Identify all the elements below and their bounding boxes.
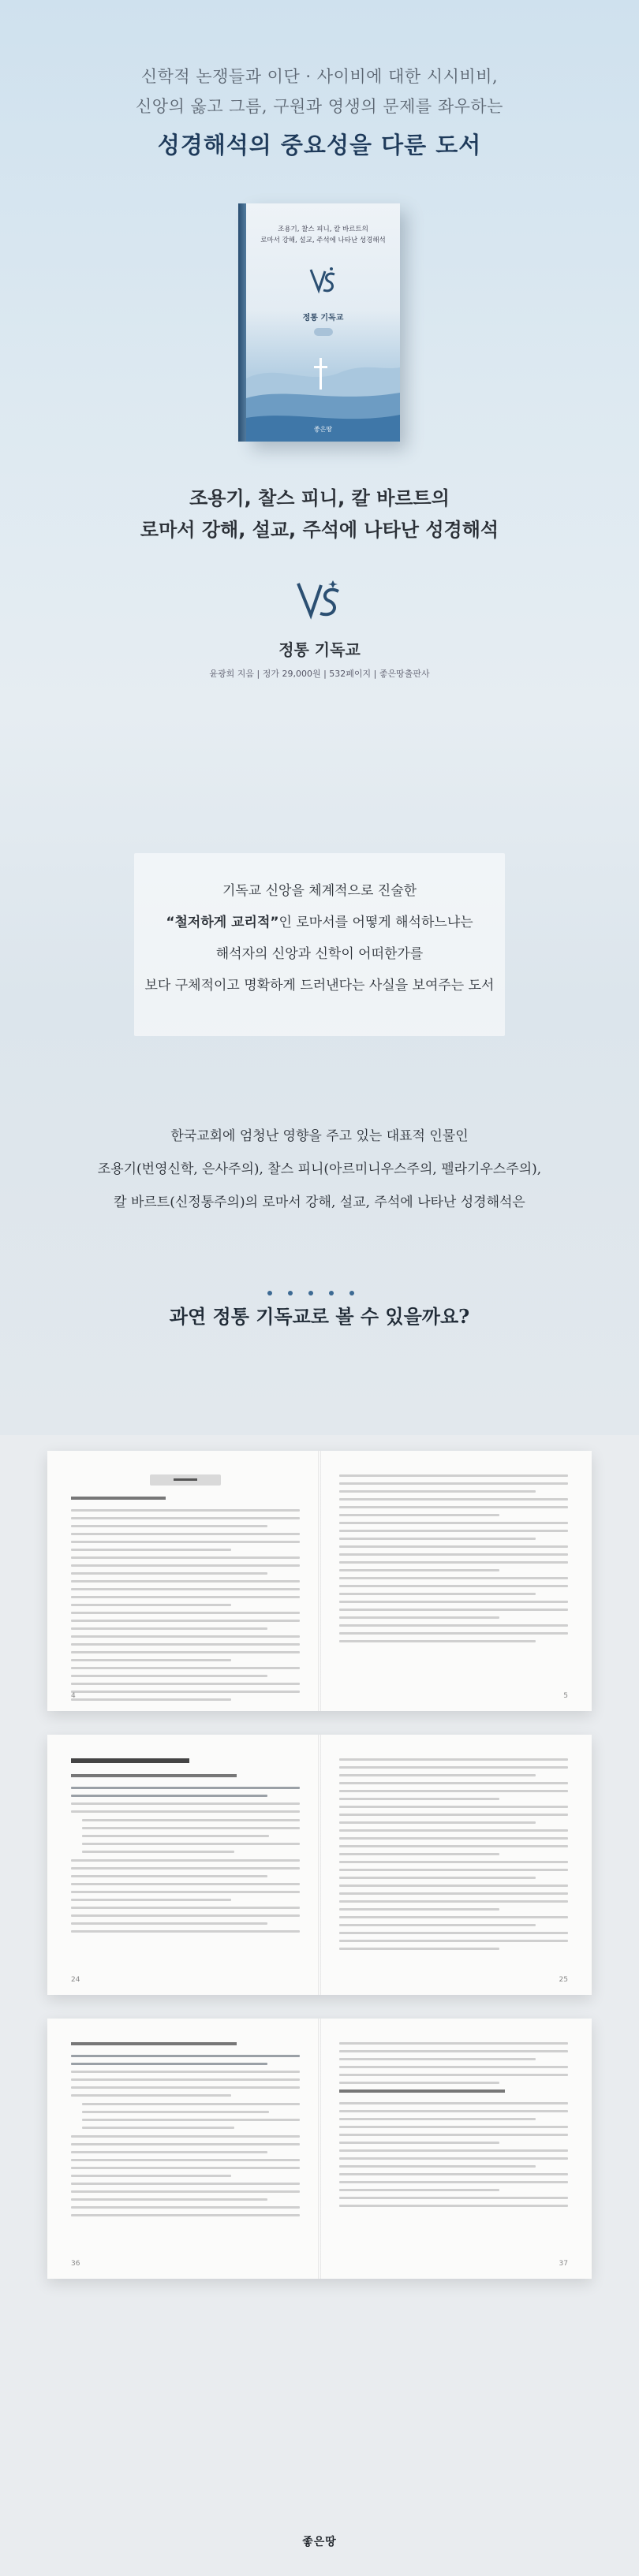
hero-section	[0, 0, 639, 710]
book-title: 정통 기독교	[278, 640, 361, 659]
hero-line-1: 신학적 논쟁들과 이단 · 사이비에 대한 시시비비,	[140, 67, 499, 86]
sub-heading	[339, 2090, 505, 2093]
page-number: 5	[563, 1692, 568, 1700]
emphasis-dot	[308, 1291, 313, 1295]
page-number: 24	[71, 1976, 80, 1984]
book-cover-image	[238, 203, 400, 442]
hero-line-2: 신앙의 옳고 그름, 구원과 영생의 문제를 좌우하는	[136, 97, 503, 116]
hero-headline	[0, 62, 639, 160]
cover-vs-logo	[246, 265, 400, 301]
emphasis-dot	[349, 1291, 354, 1295]
emphasis-dots	[0, 1291, 639, 1297]
book-subtitle	[0, 483, 639, 546]
intro-line-3: 해석자의 신앙과 신학이 어떠한가를	[215, 946, 424, 962]
spread-fold	[318, 1735, 321, 1995]
intro-question-text	[0, 1120, 639, 1219]
intro-highlight: “철저하게 교리적”	[166, 915, 279, 930]
section-heading	[71, 1758, 189, 1763]
page-spread-1	[47, 1451, 592, 1711]
intro2-line-1: 한국교회에 엄청난 영향을 주고 있는 대표적 인물인	[170, 1128, 469, 1144]
cover-subtitle-1: 조용기, 찰스 피니, 칼 바르트의	[278, 226, 368, 233]
publisher-logo: 좋은땅	[302, 2536, 337, 2548]
cover-subtitle	[246, 224, 400, 246]
cover-badge	[314, 328, 333, 336]
spread-fold	[318, 1451, 321, 1711]
spread-fold	[318, 2019, 321, 2279]
intro-line-2-rest: 인 로마서를 어떻게 해석하느냐는	[278, 915, 473, 930]
intro-text	[0, 875, 639, 1001]
intro-question: 과연 정통 기독교로 볼 수 있을까요?	[169, 1305, 470, 1328]
intro-line-2	[0, 907, 639, 938]
emphasis-dot	[288, 1291, 293, 1295]
vs-logo	[295, 577, 344, 624]
section-heading	[71, 1497, 166, 1500]
page-number: 36	[71, 2260, 80, 2268]
sample-pages-section	[0, 1435, 639, 2576]
cover-title: 정통 기독교	[302, 314, 344, 322]
sub-heading	[71, 2042, 237, 2045]
page-spread-3	[47, 2019, 592, 2279]
page-number: 37	[559, 2260, 568, 2268]
spread-right-page	[339, 1474, 568, 1648]
sub-heading	[71, 1774, 237, 1777]
spread-left-page	[71, 1758, 300, 1938]
hero-strong-line: 성경해석의 중요성을 다룬 도서	[157, 132, 482, 158]
book-meta: 윤광희 지음 | 정가 29,000원 | 532페이지 | 좋은땅출판사	[209, 669, 430, 679]
page-number: 25	[559, 1976, 568, 1984]
book-front-cover	[246, 203, 400, 442]
emphasis-dot	[267, 1291, 272, 1295]
cover-subtitle-2: 로마서 강해, 설교, 주석에 나타난 성경해석	[260, 237, 386, 244]
emphasis-dot	[329, 1291, 334, 1295]
cover-publisher: 좋은땅	[313, 426, 333, 433]
spread-left-page	[71, 1474, 300, 1706]
spread-right-page	[339, 2042, 568, 2213]
intro-line-4: 보다 구체적이고 명확하게 드러낸다는 사실을 보여주는 도서	[144, 978, 495, 993]
intro-section	[0, 710, 639, 1435]
book-subtitle-line-2: 로마서 강해, 설교, 주석에 나타난 성경해석	[140, 519, 499, 541]
chapter-tag	[150, 1474, 221, 1486]
intro-line-1: 기독교 신앙을 체계적으로 진술한	[222, 883, 417, 899]
intro2-line-3: 칼 바르트(신정통주의)의 로마서 강해, 설교, 주석에 나타난 성경해석은	[114, 1195, 525, 1210]
spread-left-page	[71, 2042, 300, 2222]
page-spread-2	[47, 1735, 592, 1995]
page-number: 4	[71, 1692, 76, 1700]
spread-right-page	[339, 1758, 568, 1955]
book-subtitle-line-1: 조용기, 찰스 피니, 칼 바르트의	[189, 487, 450, 509]
intro2-line-2: 조용기(번영신학, 은사주의), 찰스 피니(아르미니우스주의, 펠라기우스주의),	[97, 1161, 542, 1177]
